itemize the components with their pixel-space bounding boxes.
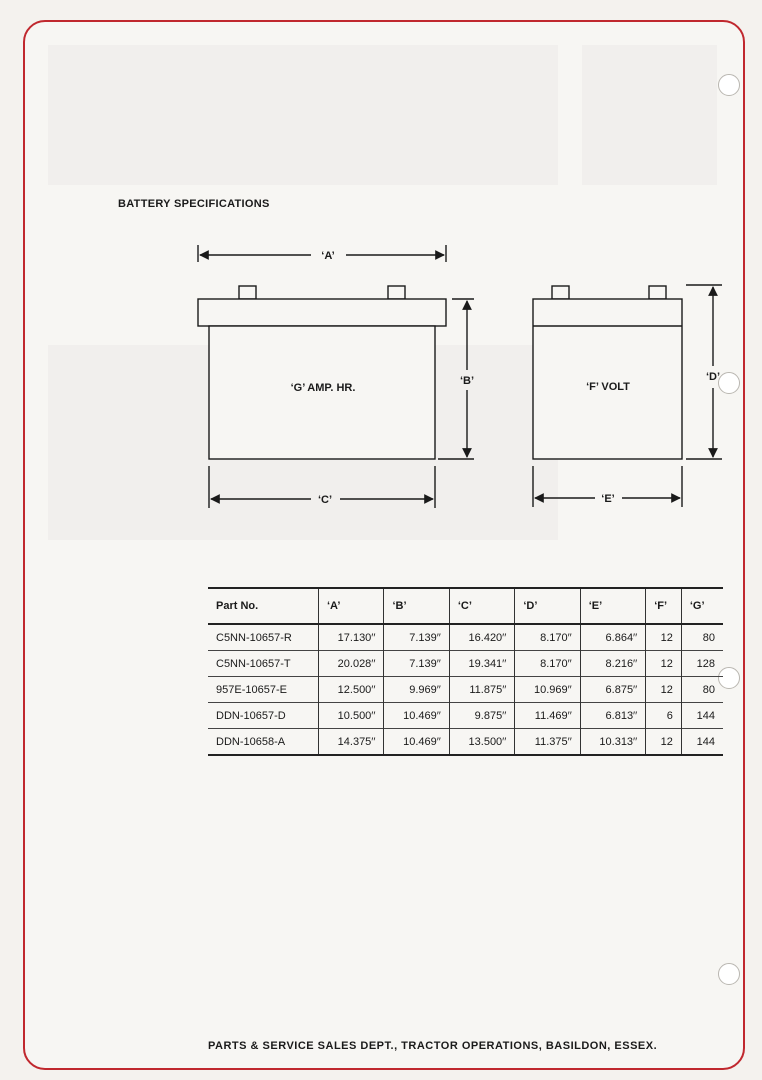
- header-e: ‘E’: [580, 588, 645, 624]
- cell-e: 6.864′′: [580, 624, 645, 651]
- cell-a: 14.375′′: [319, 729, 384, 756]
- header-b: ‘B’: [384, 588, 449, 624]
- cell-f: 12: [646, 729, 682, 756]
- cell-c: 19.341′′: [449, 651, 514, 677]
- cell-b: 7.139′′: [384, 651, 449, 677]
- cell-d: 11.375′′: [515, 729, 580, 756]
- cell-g: 144: [681, 729, 723, 756]
- cell-d: 11.469′′: [515, 703, 580, 729]
- table-row: [208, 651, 723, 677]
- label-a: ‘A’: [321, 250, 335, 262]
- cell-b: 10.469′′: [384, 703, 449, 729]
- footer-address: PARTS & SERVICE SALES DEPT., TRACTOR OPERATIONS, BASILDON, ESSEX.: [208, 1040, 658, 1052]
- table-row: [208, 624, 723, 651]
- label-e: ‘E’: [601, 493, 615, 505]
- table-row: [208, 677, 723, 703]
- cell-e: 6.875′′: [580, 677, 645, 703]
- cell-c: 13.500′′: [449, 729, 514, 756]
- cell-e: 10.313′′: [580, 729, 645, 756]
- header-g: ‘G’: [681, 588, 723, 624]
- label-amp-hours: ‘G’ AMP. HR.: [290, 382, 356, 394]
- cell-f: 12: [646, 677, 682, 703]
- cell-d: 8.170′′: [515, 651, 580, 677]
- cell-a: 12.500′′: [319, 677, 384, 703]
- header-part-no: Part No.: [216, 600, 259, 612]
- label-voltage: ‘F’ VOLT: [586, 381, 630, 393]
- cell-b: 9.969′′: [384, 677, 449, 703]
- cell-part-no: DDN-10657-D: [216, 709, 286, 722]
- cell-d: 8.170′′: [515, 624, 580, 651]
- cell-c: 11.875′′: [449, 677, 514, 703]
- label-d: ‘D’: [705, 371, 721, 383]
- battery-spec-table: [208, 587, 723, 756]
- cell-f: 12: [646, 651, 682, 677]
- cell-a: 20.028′′: [319, 651, 384, 677]
- label-b: ‘B’: [459, 375, 475, 387]
- table-row: [208, 703, 723, 729]
- header-f: ‘F’: [646, 588, 682, 624]
- section-heading: BATTERY SPECIFICATIONS: [118, 198, 270, 210]
- cell-f: 12: [646, 624, 682, 651]
- battery-side-view: [533, 286, 682, 459]
- cell-d: 10.969′′: [515, 677, 580, 703]
- cell-b: 7.139′′: [384, 624, 449, 651]
- cell-c: 9.875′′: [449, 703, 514, 729]
- cell-g: 80: [681, 624, 723, 651]
- cell-part-no: DDN-10658-A: [216, 735, 286, 748]
- header-a: ‘A’: [319, 588, 384, 624]
- table-header-row: [208, 588, 723, 624]
- header-c: ‘C’: [449, 588, 514, 624]
- cell-b: 10.469′′: [384, 729, 449, 756]
- table-row: [208, 729, 723, 756]
- cell-part-no: 957E-10657-E: [216, 683, 287, 696]
- cell-f: 6: [646, 703, 682, 729]
- label-c: ‘C’: [317, 494, 333, 506]
- cell-g: 80: [681, 677, 723, 703]
- cell-g: 144: [681, 703, 723, 729]
- cell-e: 8.216′′: [580, 651, 645, 677]
- cell-e: 6.813′′: [580, 703, 645, 729]
- binder-hole-4: [718, 963, 740, 985]
- cell-a: 17.130′′: [319, 624, 384, 651]
- battery-front-view: [198, 286, 446, 459]
- cell-part-no: C5NN-10657-R: [216, 631, 292, 644]
- cell-part-no: C5NN-10657-T: [216, 657, 291, 670]
- cell-c: 16.420′′: [449, 624, 514, 651]
- cell-g: 128: [681, 651, 723, 677]
- cell-a: 10.500′′: [319, 703, 384, 729]
- header-d: ‘D’: [515, 588, 580, 624]
